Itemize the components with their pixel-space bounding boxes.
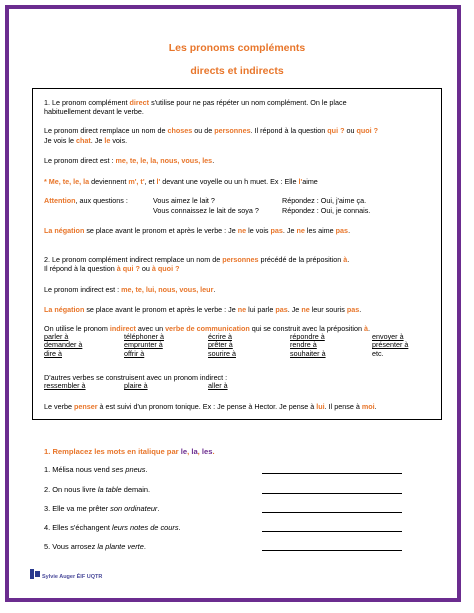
answer-line-4[interactable] bbox=[262, 531, 402, 532]
attention-question-1: Vous aimez le lait ? bbox=[153, 196, 215, 205]
exercise-item-4: 4. Elles s'échangent leurs notes de cours. bbox=[44, 523, 181, 532]
verb-item: écrire à bbox=[208, 332, 232, 341]
direct-pronoun-list: Le pronom direct est : me, te, le, la, nous, vous, les. bbox=[44, 156, 215, 165]
verb-item: emprunter à bbox=[124, 340, 163, 350]
negation-direct: La négation se place avant le pronom et après le verbe : Je ne le vois pas. Je ne les aime pas. bbox=[44, 226, 351, 235]
verb-item: demander à bbox=[44, 340, 83, 350]
rule-direct-example: Je vois le chat. Je le vois. bbox=[44, 136, 128, 145]
page-title-line2: directs et indirects bbox=[190, 65, 284, 77]
school-logo-icon bbox=[30, 569, 40, 579]
attention-answer-2: Répondez : Oui, je connais. bbox=[282, 206, 371, 215]
exercise-item-2: 2. On nous livre la table demain. bbox=[44, 485, 151, 494]
rule-2-line-2: Il répond à la question à qui ? ou à quoi ? bbox=[44, 264, 180, 273]
verb-item: offrir à bbox=[124, 348, 145, 358]
rule-1-line-2: habituellement devant le verbe. bbox=[44, 107, 144, 116]
rule-direct-replace: Le pronom direct remplace un nom de choses ou de personnes. Il répond à la question qui ? ou quoi ? bbox=[44, 126, 379, 135]
other-verb-2: plaire à bbox=[124, 381, 148, 390]
other-verb-1: ressembler à bbox=[44, 381, 86, 390]
rule-2-line-1: 2. Le pronom complément indirect remplace un nom de personnes précédé de la préposition à. bbox=[44, 255, 350, 264]
verb-column-5 bbox=[372, 333, 408, 358]
verb-column-4 bbox=[290, 333, 326, 358]
other-verb-3: aller à bbox=[208, 381, 228, 390]
verb-item: sourire à bbox=[208, 348, 236, 358]
negation-indirect: La négation se place avant le pronom et après le verbe : Je ne lui parle pas. Je ne leur souris pas. bbox=[44, 305, 362, 314]
attention-question-2: Vous connaissez le lait de soya ? bbox=[153, 206, 259, 215]
verb-item: rendre à bbox=[290, 340, 317, 350]
verb-item: parler à bbox=[44, 332, 69, 341]
exercise-title: 1. Remplacez les mots en italique par le, la, les. bbox=[44, 447, 215, 456]
answer-line-1[interactable] bbox=[262, 473, 402, 474]
verb-item: téléphoner à bbox=[124, 332, 164, 341]
verb-item: dire à bbox=[44, 348, 62, 358]
verb-column-3 bbox=[208, 333, 236, 358]
answer-line-3[interactable] bbox=[262, 512, 402, 513]
verb-item: prêter à bbox=[208, 340, 233, 350]
exercise-item-3: 3. Elle va me prêter son ordinateur. bbox=[44, 504, 160, 513]
exercise-item-5: 5. Vous arrosez la plante verte. bbox=[44, 542, 146, 551]
rule-1-line-1: 1. Le pronom complément direct s'utilise pour ne pas répéter un nom complément. On le place bbox=[44, 98, 347, 107]
page-title-line1: Les pronoms compléments bbox=[168, 42, 306, 54]
attention-answer-1: Répondez : Oui, j'aime ça. bbox=[282, 196, 367, 205]
penser-rule: Le verbe penser à est suivi d'un pronom tonique. Ex : Je pense à Hector. Je pense à lui. Il pense à moi. bbox=[44, 402, 377, 411]
exercise-item-1: 1. Mélisa nous vend ses pneus. bbox=[44, 465, 148, 474]
indirect-pronoun-list: Le pronom indirect est : me, te, lui, nous, vous, leur. bbox=[44, 285, 216, 294]
verb-item: souhaiter à bbox=[290, 348, 326, 358]
attention-label: Attention, aux questions : bbox=[44, 196, 128, 205]
answer-line-2[interactable] bbox=[262, 493, 402, 494]
verb-item: envoyer à bbox=[372, 332, 404, 341]
verb-item: présenter à bbox=[372, 340, 409, 350]
verb-column-1 bbox=[44, 333, 82, 358]
verb-item: etc. bbox=[372, 348, 384, 358]
verb-column-2 bbox=[124, 333, 164, 358]
communication-verb-rule: On utilise le pronom indirect avec un verbe de communication qui se construit avec la préposition à. bbox=[44, 324, 371, 333]
footer-author: Sylvie Auger ÉIF UQTR bbox=[42, 574, 103, 580]
answer-line-5[interactable] bbox=[262, 550, 402, 551]
other-indirect-verbs-intro: D'autres verbes se construisent avec un pronom indirect : bbox=[44, 373, 228, 382]
verb-item: répondre à bbox=[290, 332, 325, 341]
elision-rule: * Me, te, le, la deviennent m', t', et l' devant une voyelle ou un h muet. Ex : Elle l'aime bbox=[44, 177, 318, 186]
